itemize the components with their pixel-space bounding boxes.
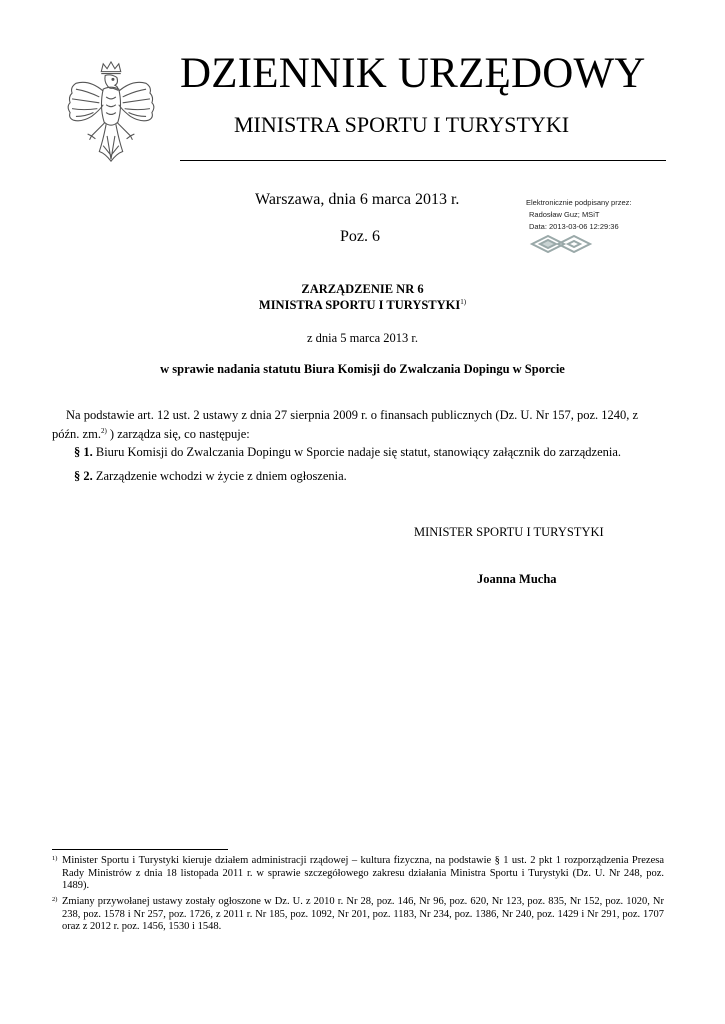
paragraph-1-text: Biuru Komisji do Zwalczania Dopingu w Sporcie nadaje się statut, stanowiący załącznik do zarządzenia.: [92, 445, 622, 459]
footnote-2-text: Zmiany przywołanej ustawy zostały ogłoszone w Dz. U. z 2010 r. Nr 28, poz. 146, Nr 96, poz. 620, Nr 123, poz. 835, Nr 152, poz. 1020, Nr 238, poz. 1578 i Nr 257, poz. 1726, z 2011 r. Nr 185, poz. 1092, Nr 201, poz. 1183, Nr 234, poz. 1386, Nr 240, poz. 1429 i Nr 291, poz. 1707 oraz z 2012 r. poz. 1456, 1530 i 1548.: [62, 896, 664, 932]
footnote-2-mark: 2): [52, 896, 58, 903]
signatory-name: Joanna Mucha: [477, 572, 557, 586]
preamble: [52, 407, 662, 442]
act-issuer: MINISTRA SPORTU I TURYSTYKI: [258, 298, 461, 312]
footnote-1: [52, 855, 664, 893]
footnote-separator: [52, 849, 228, 850]
issue-dateline: Warszawa, dnia 6 marca 2013 r.: [255, 191, 460, 208]
act-title-line-1: ZARZĄDZENIE NR 6: [301, 282, 424, 296]
footnote-1-mark: 1): [52, 855, 58, 862]
footnote-1-text: Minister Sportu i Turystyki kieruje działem administracji rządowej – kultura fizyczna, na podstawie § 1 ust. 2 pkt 1 rozporządzenia Prezesa Rady Ministrów z dnia 18 listopada 2011 r. w sprawie szczegółowego zakresu działania Ministra Sportu i Turystyki (Dz. U. Nr 248, poz. 1489).: [62, 855, 664, 891]
paragraph-2-text: Zarządzenie wchodzi w życie z dniem ogłoszenia.: [92, 469, 347, 483]
issue-position: Poz. 6: [340, 228, 380, 245]
footnote-2: [52, 896, 664, 934]
paragraph-2: [74, 469, 347, 484]
electronic-signature-stamp: [526, 197, 631, 233]
preamble-text-b: ) zarządza się, co następuje:: [106, 427, 250, 441]
act-date: z dnia 5 marca 2013 r.: [306, 331, 419, 345]
act-subject: w sprawie nadania statutu Biura Komisji do Zwalczania Dopingu w Sporcie: [160, 362, 565, 376]
paragraph-2-number: § 2.: [74, 469, 93, 483]
journal-title: DZIENNIK URZĘDOWY: [180, 50, 646, 97]
preamble-text-a: Na podstawie art. 12 ust. 2 ustawy z dnia 27 sierpnia 2009 r. o finansach publicznych (Dz. U. Nr 157, poz. 1240, z późn. zm.: [52, 408, 639, 441]
polish-eagle-emblem-icon: [62, 58, 160, 170]
footnote-ref-1: 1): [460, 298, 467, 306]
signature-line-3: Data: 2013-03-06 12:29:36: [529, 222, 619, 231]
e-signature-logo-icon: [528, 233, 594, 255]
footnote-ref-2: 2): [100, 427, 107, 435]
paragraph-1-number: § 1.: [74, 445, 93, 459]
signature-line-1: Elektronicznie podpisany przez:: [526, 198, 632, 207]
masthead-divider: [180, 160, 666, 161]
paragraph-1: [74, 445, 621, 460]
signature-line-2: Radosław Guz; MSiT: [529, 210, 600, 219]
journal-subtitle: MINISTRA SPORTU I TURYSTYKI: [234, 112, 570, 137]
act-title-line-2: [0, 298, 725, 313]
signatory-role: MINISTER SPORTU I TURYSTYKI: [414, 525, 604, 539]
